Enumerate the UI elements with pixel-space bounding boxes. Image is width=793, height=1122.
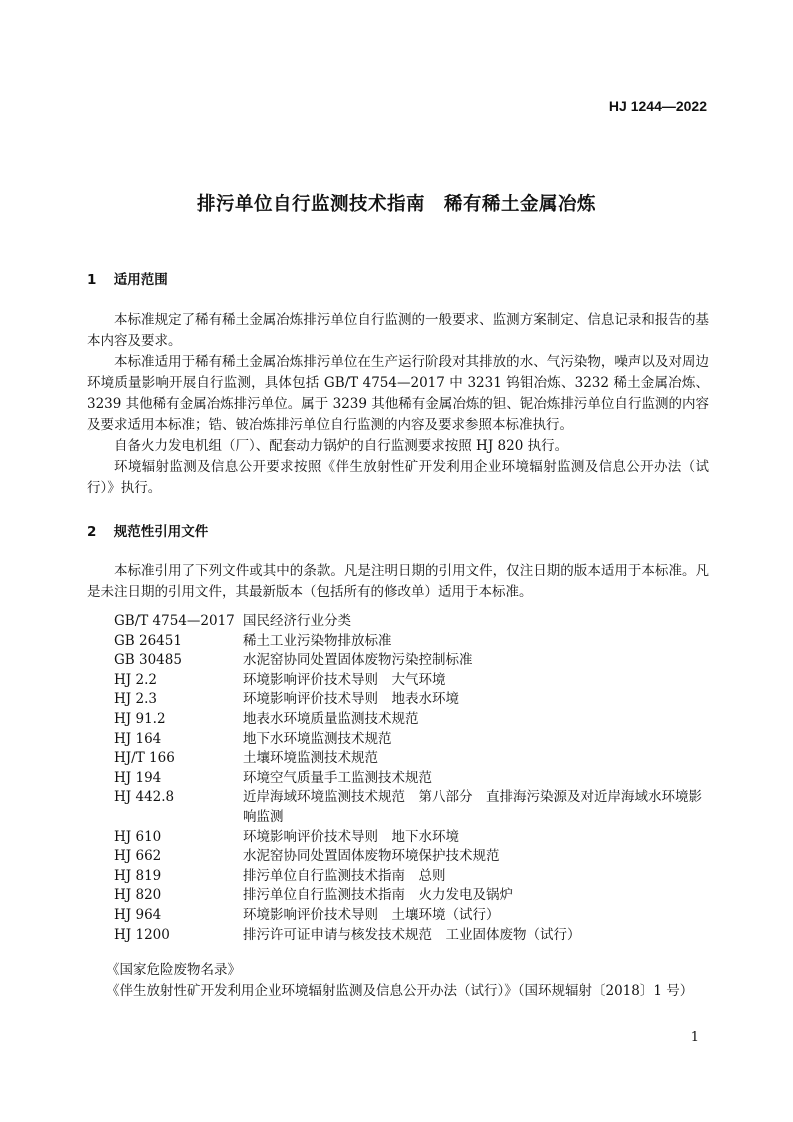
reference-code: HJ 164 xyxy=(114,730,162,747)
reference-code: HJ 2.2 xyxy=(114,671,157,688)
reference-title: 稀土工业污染物排放标准 xyxy=(243,632,392,649)
reference-row xyxy=(114,926,714,946)
section-heading-normative-references xyxy=(87,520,208,540)
paragraph: 本标准规定了稀有稀土金属冶炼排污单位自行监测的一般要求、监测方案制定、信息记录和报告的基本内容及要求。 xyxy=(87,312,709,349)
reference-title: 排污单位自行监测技术指南 火力发电及锅炉 xyxy=(243,887,513,904)
paragraph: 环境辐射监测及信息公开要求按照《伴生放射性矿开发利用企业环境辐射监测及信息公开办法（试行）》执行。 xyxy=(87,459,709,496)
reference-title: 土壤环境监测技术规范 xyxy=(243,750,378,767)
reference-code: HJ 2.3 xyxy=(114,691,157,708)
reference-row xyxy=(114,847,714,867)
reference-title: 水泥窑协同处置固体废物污染控制标准 xyxy=(243,652,473,669)
reference-row xyxy=(114,828,714,848)
reference-row xyxy=(114,730,714,750)
paragraph: 本标准适用于稀有稀土金属冶炼排污单位在生产运行阶段对其排放的水、气污染物，噪声以及对周边环境质量影响开展自行监测，具体包括 GB/T 4754—2017 中 3231 钨钼冶炼、3232 稀土金属冶炼、3239 其他稀有金属冶炼排污单位。属于 3239 其他稀有金属冶炼的钽、铌冶炼排污单位自行监测的内容及要求适用本标准；锆、铍冶炼排污单位自行监测的内容及要求参照本标准执行。 xyxy=(87,354,709,433)
reference-row xyxy=(114,710,714,730)
reference-code: HJ 964 xyxy=(114,906,162,923)
document-code: HJ 1244—2022 xyxy=(608,98,707,114)
reference-title: 环境空气质量手工监测技术规范 xyxy=(243,769,432,786)
section-heading-scope xyxy=(87,268,168,288)
page-number: 1 xyxy=(690,1030,699,1045)
paragraph: 自备火力发电机组（厂）、配套动力锅炉的自行监测要求按照 HJ 820 执行。 xyxy=(114,438,569,454)
reference-row xyxy=(114,886,714,906)
section-number: 2 xyxy=(87,524,97,540)
reference-title: 水泥窑协同处置固体废物环境保护技术规范 xyxy=(243,848,500,865)
reference-code: HJ 662 xyxy=(114,848,162,865)
reference-code: HJ 610 xyxy=(114,828,162,845)
reference-title: 近岸海域环境监测技术规范 第八部分 直排海污染源及对近岸海域水环境影响监测 xyxy=(243,789,702,825)
reference-row xyxy=(114,906,714,926)
reference-list xyxy=(114,612,714,945)
reference-row xyxy=(114,612,714,632)
reference-title: 环境影响评价技术导则 地表水环境 xyxy=(243,691,459,708)
reference-code: HJ 1200 xyxy=(114,926,170,943)
reference-row xyxy=(114,749,714,769)
reference-code: HJ 820 xyxy=(114,887,162,904)
extra-reference: 《伴生放射性矿开发利用企业环境辐射监测及信息公开办法（试行）》（国环规辐射〔2018〕1 号） xyxy=(106,983,694,999)
reference-row xyxy=(114,690,714,710)
reference-code: HJ 194 xyxy=(114,769,162,786)
reference-title: 地下水环境监测技术规范 xyxy=(243,730,392,747)
reference-title: 地表水环境质量监测技术规范 xyxy=(243,710,419,727)
reference-title: 环境影响评价技术导则 土壤环境（试行） xyxy=(243,906,500,923)
reference-row xyxy=(114,769,714,789)
reference-row xyxy=(114,788,714,827)
reference-code: GB 26451 xyxy=(114,632,182,649)
reference-title: 国民经济行业分类 xyxy=(243,613,351,629)
reference-code: HJ 91.2 xyxy=(114,710,166,727)
page-title: 排污单位自行监测技术指南 稀有稀土金属冶炼 xyxy=(196,194,596,215)
section-title: 适用范围 xyxy=(113,272,168,288)
extra-reference: 《国家危险废物名录》 xyxy=(106,962,241,978)
reference-title: 环境影响评价技术导则 大气环境 xyxy=(243,671,446,688)
reference-title: 排污许可证申请与核发技术规范 工业固体废物（试行） xyxy=(243,926,581,943)
reference-code: GB/T 4754—2017 xyxy=(114,613,235,629)
reference-row xyxy=(114,632,714,652)
reference-row xyxy=(114,651,714,671)
reference-code: HJ 819 xyxy=(114,867,162,884)
section-title: 规范性引用文件 xyxy=(113,524,209,540)
reference-row xyxy=(114,867,714,887)
paragraph: 本标准引用了下列文件或其中的条款。凡是注明日期的引用文件，仅注日期的版本适用于本标准。凡是未注日期的引用文件，其最新版本（包括所有的修改单）适用于本标准。 xyxy=(87,563,709,600)
reference-code: HJ 442.8 xyxy=(114,789,175,806)
section-number: 1 xyxy=(87,272,97,288)
reference-row xyxy=(114,671,714,691)
reference-code: HJ/T 166 xyxy=(114,750,175,767)
reference-title: 环境影响评价技术导则 地下水环境 xyxy=(243,828,459,845)
reference-title: 排污单位自行监测技术指南 总则 xyxy=(243,867,446,884)
reference-code: GB 30485 xyxy=(114,652,182,669)
